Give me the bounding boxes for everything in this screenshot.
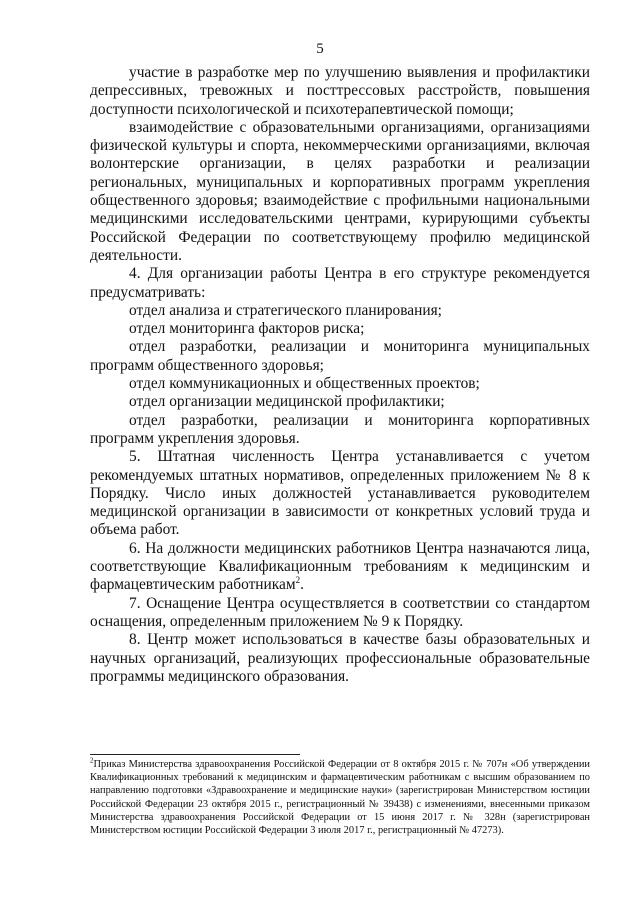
list-item-dept-analysis: отдел анализа и стратегического планирования; [129, 301, 442, 319]
footnote-reference: 2 [295, 575, 301, 586]
list-item-dept-corporate-programs: отдел разработки, реализации и мониторинга корпоративных программ укрепления здоровья. [90, 411, 590, 447]
paragraph-interaction-organizations: взаимодействие с образовательными организациями, организациями физической культуры и спорта, некоммерческими организациями, включая волонтерские организации, в целях разработки и реализации региональных, муниципальных и корпоративных программ укрепления общественного здоровья; взаимодействие с профильными национальными медицинскими исследовательскими центрами, курирующими субъекты Российской Федерации по соответствующему профилю медицинской деятельности. [90, 118, 590, 264]
paragraph-item-4-structure: 4. Для организации работы Центра в его структуре рекомендуется предусматривать: [90, 265, 590, 301]
footnote-marker: 2 [90, 756, 94, 765]
paragraph-psychological-help: участие в разработке мер по улучшению выявления и профилактики депрессивных, тревожных и посттрессовых расстройств, повышения доступности психологической и психотерапевтической помощи; [90, 64, 590, 118]
paragraph-item-6-positions [90, 540, 590, 595]
list-item-dept-risk-monitoring: отдел мониторинга факторов риска; [129, 320, 365, 338]
paragraph-item-6-tail: . [300, 576, 304, 594]
list-item-dept-prevention: отдел организации медицинской профилактики; [129, 393, 445, 411]
footnote-text: Приказ Министерства здравоохранения Российской Федерации от 8 октября 2015 г. № 707н «Об утверждении Квалификационных требований к медицинским и фармацевтическим работникам с высшим образованием по направлению подготовки «Здравоохранение и медицинские науки» (зарегистрирован Министерством юстиции Российской Федерации 23 октября 2015 г., регистрационный № 39438) с изменениями, внесенными приказом Министерства здравоохранения Российской Федерации от 15 июня 2017 г. № 328н (зарегистрирован Министерством юстиции Российской Федерации 3 июля 2017 г., регистрационный № 47273). [90, 759, 590, 837]
footnote-divider [90, 754, 300, 755]
paragraph-item-7-equipment: 7. Оснащение Центра осуществляется в соответствии со стандартом оснащения, определенным приложением № 9 к Порядку. [90, 594, 590, 630]
footnote [90, 758, 590, 837]
list-item-dept-municipal-programs: отдел разработки, реализации и мониторинга муниципальных программ общественного здоровья; [90, 338, 590, 374]
paragraph-item-5-staffing: 5. Штатная численность Центра устанавливается с учетом рекомендуемых штатных нормативов, определенных приложением № 8 к Порядку. Число иных должностей устанавливается руководителем медицинской организации в зависимости от конкретных условий труда и объема работ. [90, 448, 590, 539]
list-item-dept-communication: отдел коммуникационных и общественных проектов; [129, 375, 480, 393]
paragraph-item-8-base: 8. Центр может использоваться в качестве базы образовательных и научных организаций, реализующих профессиональные образовательные программы медицинского образования. [90, 631, 590, 685]
page-number: 5 [316, 41, 324, 57]
document-body [90, 64, 590, 686]
paragraph-item-6-text: 6. На должности медицинских работников Центра назначаются лица, соответствующие Квалификационным требованиям к медицинским и фармацевтическим работникам [90, 539, 590, 594]
